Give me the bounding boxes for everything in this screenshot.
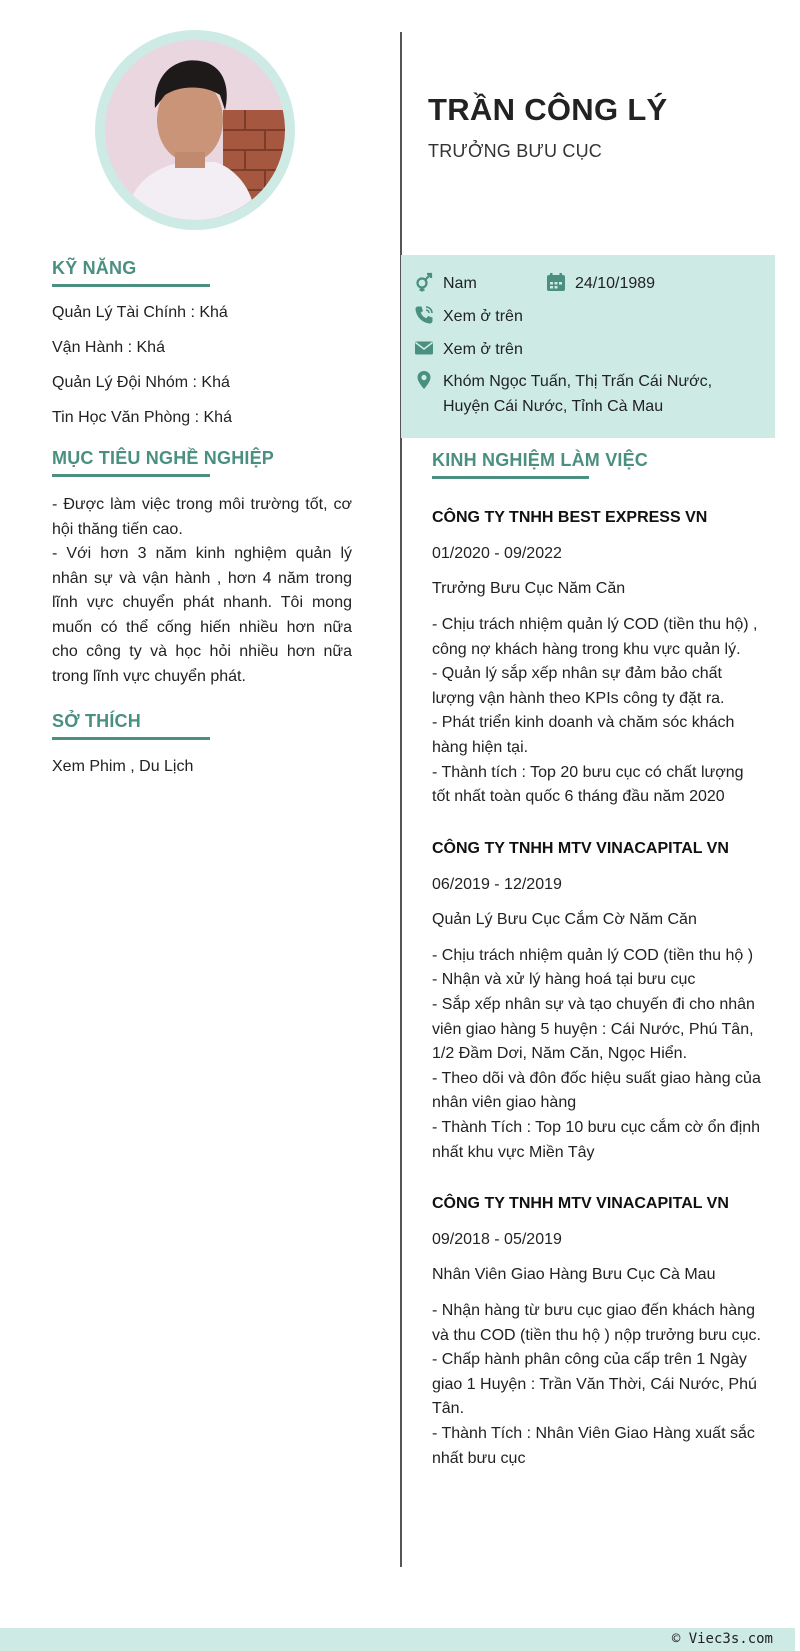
job-title: TRƯỞNG BƯU CỤC — [428, 141, 602, 161]
person-name: TRẦN CÔNG LÝ — [428, 92, 668, 127]
job-role: Nhân Viên Giao Hàng Bưu Cục Cà Mau — [432, 1266, 716, 1284]
skill-item: Quản Lý Đội Nhóm : Khá — [52, 374, 230, 391]
experience-title: KINH NGHIỆM LÀM VIỆC — [432, 450, 649, 470]
company-name: CÔNG TY TNHH MTV VINACAPITAL VN — [432, 839, 729, 857]
job-period: 01/2020 - 09/2022 — [432, 545, 562, 562]
job-period: 09/2018 - 05/2019 — [432, 1231, 562, 1249]
address-row — [413, 369, 712, 419]
phone-value: Xem ở trên — [443, 308, 523, 325]
objective-line: - Với hơn 3 năm kinh nghiệm quản lý nhân sự và vận hành , hơn 4 năm trong lĩnh vực chuyển phát nhanh. Tôi mong muốn có thể cống hiến nhiều hơn nữa cho công ty và học hỏi nhiều hơn nữa trong lĩnh vực chuyển phát. — [52, 545, 352, 685]
job-description — [432, 613, 762, 810]
skills-list — [52, 302, 352, 429]
objective-section — [52, 448, 352, 689]
job-duty: - Thành Tích : Nhân Viên Giao Hàng xuất sắc nhất bưu cục — [432, 1425, 755, 1467]
job-entry — [432, 1193, 762, 1471]
section-underline — [52, 737, 210, 740]
job-description — [432, 1299, 762, 1471]
section-underline — [52, 474, 210, 477]
job-duty: - Nhận hàng từ bưu cục giao đến khách hàng và thu COD (tiền thu hộ ) nộp trưởng bưu cục. — [432, 1302, 761, 1344]
contact-box — [401, 255, 775, 438]
email-row — [413, 337, 523, 362]
job-duty: - Chịu trách nhiệm quản lý COD (tiền thu hộ ) — [432, 946, 754, 964]
skill-item: Vận Hành : Khá — [52, 339, 165, 356]
location-pin-icon — [413, 369, 435, 391]
calendar-icon — [545, 271, 567, 293]
skills-section — [52, 258, 352, 429]
gender-row — [413, 271, 655, 296]
email-value: Xem ở trên — [443, 341, 523, 358]
job-duty: - Sắp xếp nhân sự và tạo chuyến đi cho nhân viên giao hàng 5 huyện : Cái Nước, Phú Tân, 1/2 Đầm Dơi, Năm Căn, Ngọc Hiển. — [432, 995, 755, 1063]
footer-credit: © Viec3s.com — [671, 1631, 773, 1647]
skill-item: Quản Lý Tài Chính : Khá — [52, 304, 228, 321]
job-period: 06/2019 - 12/2019 — [432, 875, 562, 893]
section-underline — [52, 284, 210, 287]
avatar — [95, 30, 295, 230]
address-value — [443, 369, 712, 419]
objective-text — [52, 493, 352, 689]
address-line: Khóm Ngọc Tuấn, Thị Trấn Cái Nước, — [443, 373, 713, 390]
job-role: Quản Lý Bưu Cục Cắm Cờ Năm Căn — [432, 910, 697, 928]
objective-line: - Được làm việc trong môi trường tốt, cơ hội thăng tiến cao. — [52, 496, 352, 538]
skill-item: Tin Học Văn Phòng : Khá — [52, 409, 232, 426]
job-description — [432, 944, 762, 1165]
address-line: Huyện Cái Nước, Tỉnh Cà Mau — [443, 398, 664, 415]
hobbies-text: Xem Phim , Du Lịch — [52, 758, 194, 775]
job-duty: - Phát triển kinh doanh và chăm sóc khách hàng hiện tại. — [432, 714, 735, 756]
company-name: CÔNG TY TNHH BEST EXPRESS VN — [432, 509, 708, 526]
job-duty: - Thành tích : Top 20 bưu cục có chất lượng tốt nhất toàn quốc 6 tháng đầu năm 2020 — [432, 763, 744, 806]
job-entry — [432, 838, 762, 1165]
job-duty: - Quản lý sắp xếp nhân sự đảm bảo chất lượng vận hành theo KPIs công ty đặt ra. — [432, 665, 725, 707]
section-underline — [432, 476, 589, 479]
skills-title: KỸ NĂNG — [52, 258, 137, 278]
footer-bar — [0, 1628, 795, 1651]
experience-section — [432, 450, 762, 1471]
job-duty: - Theo dõi và đôn đốc hiệu suất giao hàng của nhân viên giao hàng — [432, 1069, 761, 1112]
envelope-icon — [413, 337, 435, 359]
birthday-value: 24/10/1989 — [575, 275, 656, 292]
job-duty: - Thành Tích : Top 10 bưu cục cắm cờ ổn định nhất khu vực Miền Tây — [432, 1118, 761, 1161]
job-duty: - Chấp hành phân công của cấp trên 1 Ngày giao 1 Huyện : Trần Văn Thời, Cái Nước, Phú Tân. — [432, 1351, 757, 1418]
job-role: Trưởng Bưu Cục Năm Căn — [432, 580, 626, 597]
job-duty: - Chịu trách nhiệm quản lý COD (tiền thu hộ) , công nợ khách hàng trong khu vực quản lý. — [432, 616, 758, 658]
hobbies-title: SỞ THÍCH — [52, 711, 141, 731]
profile-photo — [105, 40, 285, 220]
company-name: CÔNG TY TNHH MTV VINACAPITAL VN — [432, 1195, 729, 1213]
job-duty: - Nhận và xử lý hàng hoá tại bưu cục — [432, 971, 696, 989]
gender-value: Nam — [443, 275, 477, 292]
gender-icon — [413, 271, 435, 293]
hobbies-section — [52, 711, 352, 778]
phone-icon — [413, 304, 435, 326]
job-entry — [432, 507, 762, 810]
objective-title: MỤC TIÊU NGHỀ NGHIỆP — [52, 448, 275, 468]
phone-row — [413, 304, 523, 329]
